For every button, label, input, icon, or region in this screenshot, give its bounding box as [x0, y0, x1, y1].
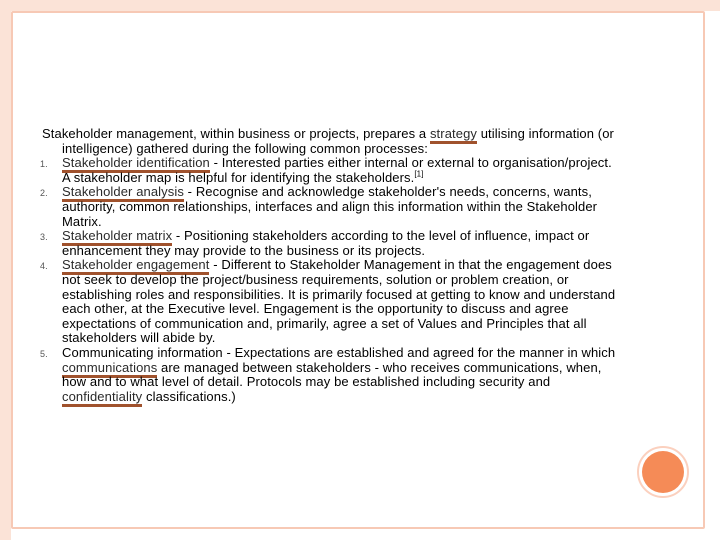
slide-left-band	[0, 0, 11, 540]
slide-top-band	[0, 0, 720, 11]
citation-link[interactable]: [1]	[414, 169, 424, 179]
list-item	[42, 229, 622, 258]
list-number: 4.	[40, 261, 48, 272]
list-number: 5.	[40, 348, 48, 359]
list-number: 3.	[40, 232, 48, 243]
intro-text: Stakeholder management, within business or projects, prepares a	[42, 126, 430, 141]
list-item	[42, 346, 622, 404]
list-item-text-mid: are managed between stakeholders - who receives communications, when, how and to what level of detail. Protocols may be established including security and	[62, 359, 602, 390]
stakeholder-analysis-link[interactable]: Stakeholder analysis	[62, 184, 184, 202]
slide-body-text	[42, 127, 622, 404]
list-item-text: - Recognise and acknowledge stakeholder's needs, concerns, wants, authority, common relationships, interfaces and align this information within the Stakeholder Matrix.	[62, 184, 598, 229]
stakeholder-matrix-link[interactable]: Stakeholder matrix	[62, 228, 172, 246]
list-item-text: - Interested parties either internal or external to organisation/project. A stakeholder map is helpful for identifying the stakeholders.	[62, 155, 612, 185]
intro-text-end: utilising information (or intelligence) gathered during the following common processes:	[62, 126, 614, 156]
list-item-text: - Positioning stakeholders according to the level of influence, impact or enhancement they may provide to the business or its projects.	[62, 228, 590, 258]
list-item-text: Communicating information - Expectations are established and agreed for the manner in which	[62, 344, 616, 360]
list-item	[42, 156, 622, 185]
process-list	[42, 156, 622, 404]
list-number: 2.	[40, 188, 48, 199]
accent-circle-decoration	[642, 451, 684, 493]
list-item	[42, 258, 622, 346]
list-item	[42, 185, 622, 229]
stakeholder-engagement-link[interactable]: Stakeholder engagement	[62, 257, 209, 275]
list-item-text: - Different to Stakeholder Management in that the engagement does not seek to develop the project/business requirements, solution or problem creation, or establishing roles and responsibilities. It is primarily focused at getting to know and understand each other, at the Executive level. Engagement is the opportunity to discuss and agree expectations of communication and, primarily, agree a set of Values and Principles that all stakeholders will abide by.	[62, 257, 616, 346]
communications-link[interactable]: communications	[62, 360, 157, 378]
list-item-text-end: classifications.)	[142, 388, 236, 404]
stakeholder-identification-link[interactable]: Stakeholder identification	[62, 155, 210, 173]
list-number: 1.	[40, 159, 48, 170]
strategy-link[interactable]: strategy	[430, 126, 477, 144]
intro-paragraph	[42, 127, 622, 156]
confidentiality-link[interactable]: confidentiality	[62, 389, 142, 407]
